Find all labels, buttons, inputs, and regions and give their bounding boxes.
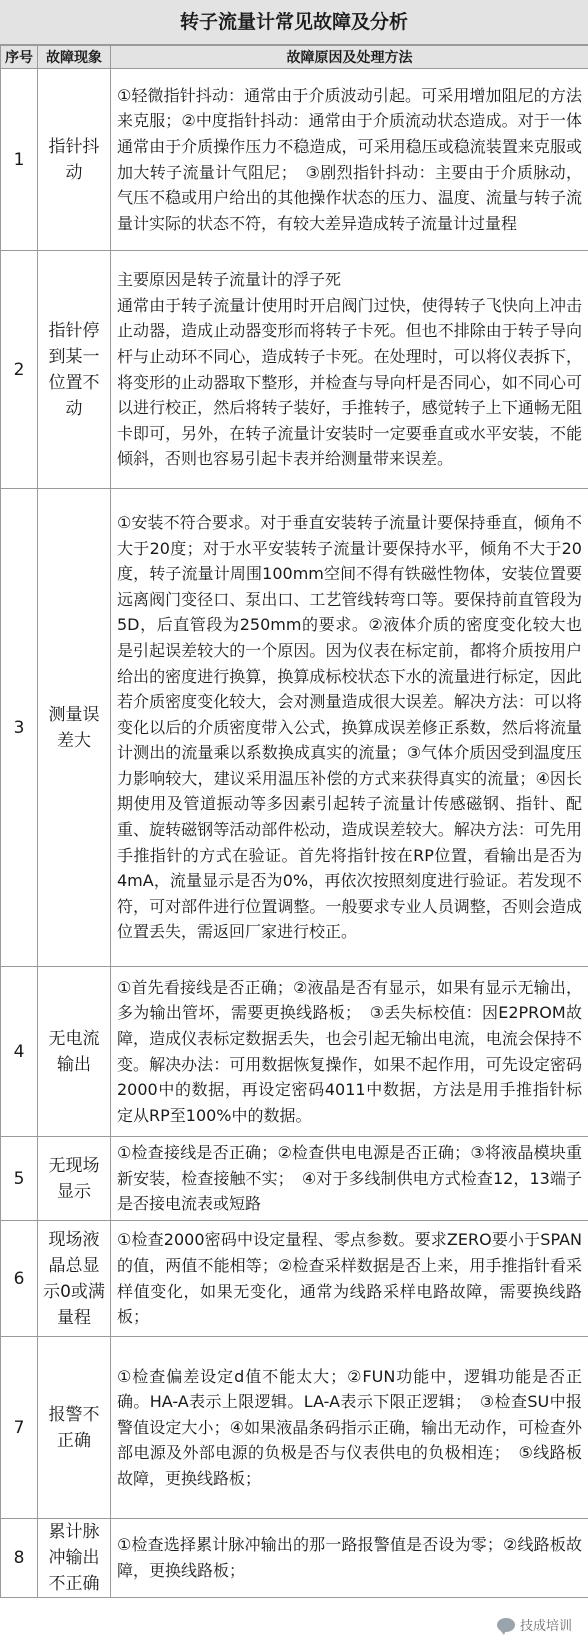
fault-phenomenon: 测量误差大: [38, 489, 111, 967]
description-paragraph: ①检查接线是否正确；②检查供电电源是否正确；③将液晶模块重新安装，检查接触不实； ④对于多线制供电方式检查12，13端子是否接电流表或短路: [117, 1143, 582, 1214]
header-row: [1, 46, 588, 69]
header-desc: 故障原因及处理方法: [111, 46, 588, 69]
row-number: 3: [1, 489, 38, 967]
header-no: 序号: [1, 46, 38, 69]
fault-phenomenon: 无电流输出: [38, 967, 111, 1137]
fault-cause-and-solution: [111, 251, 588, 489]
table-row: [1, 1221, 588, 1337]
row-number: 6: [1, 1221, 38, 1337]
table-row: [1, 69, 588, 251]
row-number: 8: [1, 1519, 38, 1598]
table-row: [1, 1337, 588, 1519]
fault-cause-and-solution: [111, 489, 588, 967]
watermark: [497, 1615, 572, 1634]
row-number: 5: [1, 1137, 38, 1221]
description-paragraph: ①检查偏差设定d值不能太大；②FUN功能中，逻辑功能是否正确。HA-A表示上限逻辑。LA-A表示下限正逻辑； ③检查SU中报警值设定大小；④如果液晶条码指示正确，输出无动作，可检查外部电源及外部电源的负极是否与仪表供电的负极相连； ⑤线路板故障，更换线路板；: [117, 1366, 582, 1488]
table-row: [1, 489, 588, 967]
fault-cause-and-solution: [111, 69, 588, 251]
page-title: 转子流量计常见故障及分析: [0, 0, 588, 45]
description-paragraph: ①检查2000密码中设定量程、零点参数。要求ZERO要小于SPAN的值，两值不能相等；②检查采样数据是否上来，用手推指针看采样值变化，如果无变化，通常为线路采样电路故障，需要换线路板；: [117, 1230, 582, 1327]
description-paragraph: 主要原因是转子流量计的浮子死: [117, 270, 342, 290]
description-paragraph: ①检查选择累计脉冲输出的那一路报警值是否设为零；②线路板故障，更换线路板；: [117, 1535, 582, 1580]
fault-phenomenon: 累计脉冲输出不正确: [38, 1519, 111, 1598]
fault-cause-and-solution: [111, 1221, 588, 1337]
watermark-text: 技成培训: [519, 1619, 572, 1634]
description-paragraph: ①轻微指针抖动：通常由于介质波动引起。可采用增加阻尼的方法来克服；②中度指针抖动：通常由于介质流动状态造成。对于一体通常由于介质操作压力不稳造成，可采用稳压或稳流装置来克服或加大转子流量计气阻尼； ③剧烈指针抖动：主要由于介质脉动，气压不稳或用户给出的其他操作状态的压力、温度、流量与转子流量计实际的状态不符，有较大差异造成转子流量计过量程: [117, 85, 582, 233]
fault-phenomenon: 无现场显示: [38, 1137, 111, 1221]
table-row: [1, 1137, 588, 1221]
description-paragraph: ①安装不符合要求。对于垂直安装转子流量计要保持垂直，倾角不大于20度；对于水平安装转子流量计要保持水平，倾角不大于20度，转子流量计周围100mm空间不得有铁磁性物体，安装位置要远离阀门变径口、泵出口、工艺管线转弯口等。要保持前直管段为5D，后直管段为250mm的要求。②液体介质的密度变化较大也是引起误差较大的一个原因。因为仪表在标定前，都将介质按用户给出的密度进行换算，换算成标校状态下水的流量进行标定，因此若介质密度变化较大，会对测量造成很大误差。解决方法：可以将变化以后的介质密度带入公式，换算成误差修正系数，然后将流量计测出的流量乘以系数换成真实的流量；③气体介质因受到温度压力影响较大，建议采用温压补偿的方式来获得真实的流量；④因长期使用及管道振动等多因素引起转子流量计传感磁钢、指针、配重、旋转磁钢等活动部件松动，造成误差较大。解决方法：可先用手推指针的方式在验证。首先将指针按在RP位置，看输出是否为4mA，流量显示是否为0%，再依次按照刻度进行验证。若发现不符，可对部件进行位置调整。一般要求专业人员调整，否则会造成位置丢失，需返回厂家进行校正。: [117, 512, 582, 942]
wechat-icon: [497, 1618, 515, 1632]
row-number: 4: [1, 967, 38, 1137]
row-number: 2: [1, 251, 38, 489]
description-paragraph: ①首先看接线是否正确；②液晶是否有显示，如果有显示无输出，多为输出管坏，需要更换线路板； ③丢失标校值：因E2PROM故障，造成仪表标定数据丢失，也会引起无输出电流，电流会保持不变。解决办法：可用数据恢复操作，如果不起作用，可先设定密码2000中的数据，再设定密码4011中数据，方法是用手推指针标定从RP至100%中的数据。: [117, 977, 582, 1125]
fault-cause-and-solution: [111, 967, 588, 1137]
fault-phenomenon: 现场液晶总显示0或满量程: [38, 1221, 111, 1337]
fault-table: [0, 45, 588, 1598]
table-row: [1, 1519, 588, 1598]
fault-cause-and-solution: [111, 1137, 588, 1221]
description-paragraph: 通常由于转子流量计使用时开启阀门过快，使得转子飞快向上冲击止动器，造成止动器变形而将转子卡死。但也不排除由于转子导向杆与止动环不同心，造成转子卡死。在处理时，可以将仪表拆下，将变形的止动器取下整形，并检查与导向杆是否同心，如不同心可以进行校正，然后将转子装好，手推转子，感觉转子上下通畅无阻卡即可，另外，在转子流量计安装时一定要垂直或水平安装，不能倾斜，否则也容易引起卡表并给测量带来误差。: [117, 295, 582, 469]
table-row: [1, 967, 588, 1137]
header-fault: 故障现象: [38, 46, 111, 69]
fault-phenomenon: 指针停到某一位置不动: [38, 251, 111, 489]
fault-cause-and-solution: [111, 1337, 588, 1519]
fault-cause-and-solution: [111, 1519, 588, 1598]
row-number: 1: [1, 69, 38, 251]
table-row: [1, 251, 588, 489]
fault-phenomenon: 报警不正确: [38, 1337, 111, 1519]
row-number: 7: [1, 1337, 38, 1519]
fault-phenomenon: 指针抖动: [38, 69, 111, 251]
